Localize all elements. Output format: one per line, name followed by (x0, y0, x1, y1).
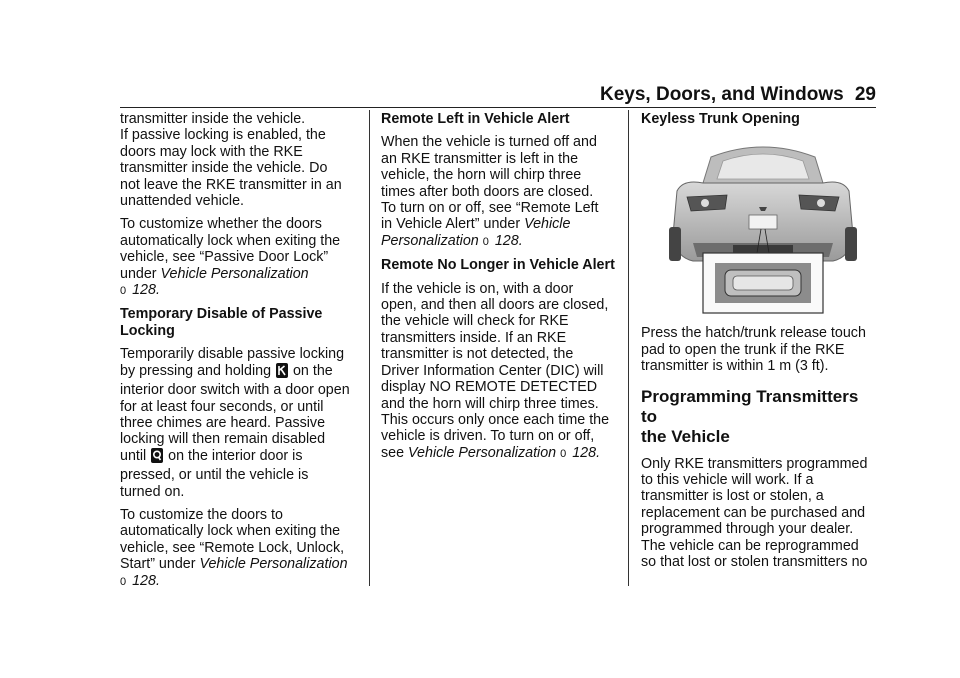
cross-reference: Vehicle Personalization (408, 444, 557, 461)
paragraph: Temporarily disable passive locking by pressing and holding on the interior door switch with a door open for at least four seconds, or until three chimes are heard. Passive locking will then remain disabled until on the interior door is pressed, or until the vehicle is turned on. (120, 346, 350, 500)
cross-reference-page: 128. (572, 444, 601, 461)
page-number: 29 (854, 84, 876, 105)
cross-reference-page: 128. (494, 232, 523, 249)
column-divider (628, 110, 629, 586)
header-rule (120, 107, 876, 108)
cross-reference-page: 128. (132, 282, 160, 299)
column-3 (641, 111, 877, 577)
paragraph: To customize whether the doors automatically lock when exiting the vehicle, see “Passive Door Lock” under Vehicle Personalization 0 128. (120, 216, 341, 299)
cross-reference: Personalization (381, 232, 479, 249)
column-2 (381, 111, 619, 469)
unlock-icon (151, 448, 163, 467)
paragraph: When the vehicle is turned off and an RKE transmitter is left in the vehicle, the horn will chirp three times after both doors are closed. To turn on or off, see “Remote Left in Vehicle Alert” under Vehicle Personalization 0 128. (381, 134, 599, 249)
paragraph: transmitter inside the vehicle. If passive locking is enabled, the doors may lock with the RKE transmitter inside the vehicle. Do not leave the RKE transmitter in an unattended vehicle. (120, 111, 342, 210)
page-ref-symbol: 0 (120, 575, 127, 588)
subheading: Keyless Trunk Opening (641, 111, 800, 127)
page-ref-symbol: 0 (482, 235, 489, 248)
subheading: Temporary Disable of Passive Locking (120, 306, 323, 339)
cross-reference: Vehicle Personalization (160, 265, 309, 282)
cross-reference-page: 128. (132, 572, 160, 589)
trunk-release-illustration (663, 135, 863, 315)
paragraph: If the vehicle is on, with a door open, and then all doors are closed, the vehicle will check for RKE transmitters inside. If an RKE transmitter is not detected, the Driver Information Center (DIC) will display NO REMOTE DETECTED and the horn will chirp three times. This occurs only once each time the vehicle is driven. To turn on or off, see Vehicle Personalization 0 128. (381, 280, 610, 461)
section-title: Keys, Doors, and Windows (600, 84, 844, 105)
section-heading: Programming Transmitters to the Vehicle (641, 386, 859, 446)
subheading: Remote No Longer in Vehicle Alert (381, 257, 615, 274)
paragraph: Only RKE transmitters programmed to this vehicle will work. If a transmitter is lost or stolen, a replacement can be purchased and programmed through your dealer. The vehicle can be reprogrammed so that lost or stolen transmitters no (641, 455, 868, 571)
cross-reference: Vehicle Personalization (199, 556, 348, 573)
column-1 (120, 111, 360, 597)
lock-icon (276, 363, 288, 382)
paragraph: Press the hatch/trunk release touch pad to open the trunk if the RKE transmitter is within 1 m (3 ft). (641, 325, 866, 375)
column-divider (369, 110, 370, 586)
subheading: Remote Left in Vehicle Alert (381, 111, 570, 127)
page-ref-symbol: 0 (120, 285, 127, 298)
page-ref-symbol: 0 (560, 447, 567, 460)
paragraph: To customize the doors to automatically lock when exiting the vehicle, see “Remote Lock, Unlock, Start” under Vehicle Personalization 0 128. (120, 506, 348, 589)
cross-reference: Vehicle (524, 216, 571, 233)
